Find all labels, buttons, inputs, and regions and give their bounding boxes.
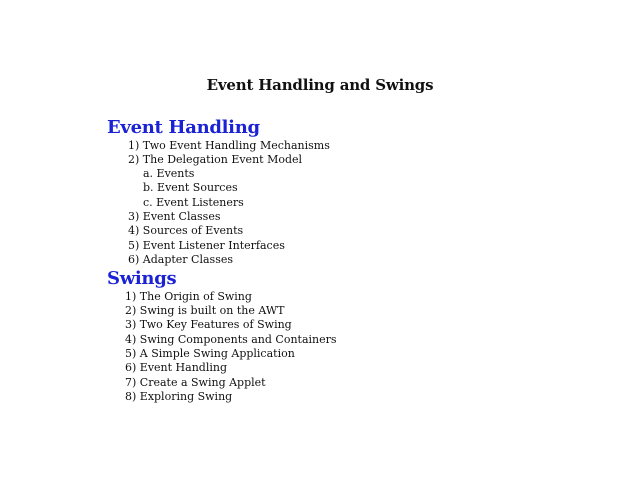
list-item: 1) The Origin of Swing	[125, 290, 252, 303]
list-item: 2) Swing is built on the AWT	[125, 304, 285, 317]
list-subitem: c. Event Listeners	[143, 196, 244, 209]
list-item: 2) The Delegation Event Model	[128, 153, 303, 166]
list-item: 5) Event Listener Interfaces	[128, 239, 285, 252]
list-subitem: a. Events	[143, 167, 195, 180]
page-title: Event Handling and Swings	[206, 76, 434, 94]
list-item: 3) Event Classes	[128, 210, 221, 223]
list-item: 4) Swing Components and Containers	[125, 333, 337, 346]
list-item: 8) Exploring Swing	[125, 390, 233, 403]
section-heading-swings: Swings	[107, 268, 177, 289]
list-item: 4) Sources of Events	[128, 224, 244, 237]
list-item: 3) Two Key Features of Swing	[125, 318, 292, 331]
section-heading-event-handling: Event Handling	[107, 117, 260, 138]
list-item: 1) Two Event Handling Mechanisms	[128, 139, 330, 152]
list-item: 5) A Simple Swing Application	[125, 347, 295, 360]
list-item: 7) Create a Swing Applet	[125, 376, 266, 389]
list-item: 6) Adapter Classes	[128, 253, 233, 266]
list-subitem: b. Event Sources	[143, 181, 238, 194]
list-item: 6) Event Handling	[125, 361, 227, 374]
